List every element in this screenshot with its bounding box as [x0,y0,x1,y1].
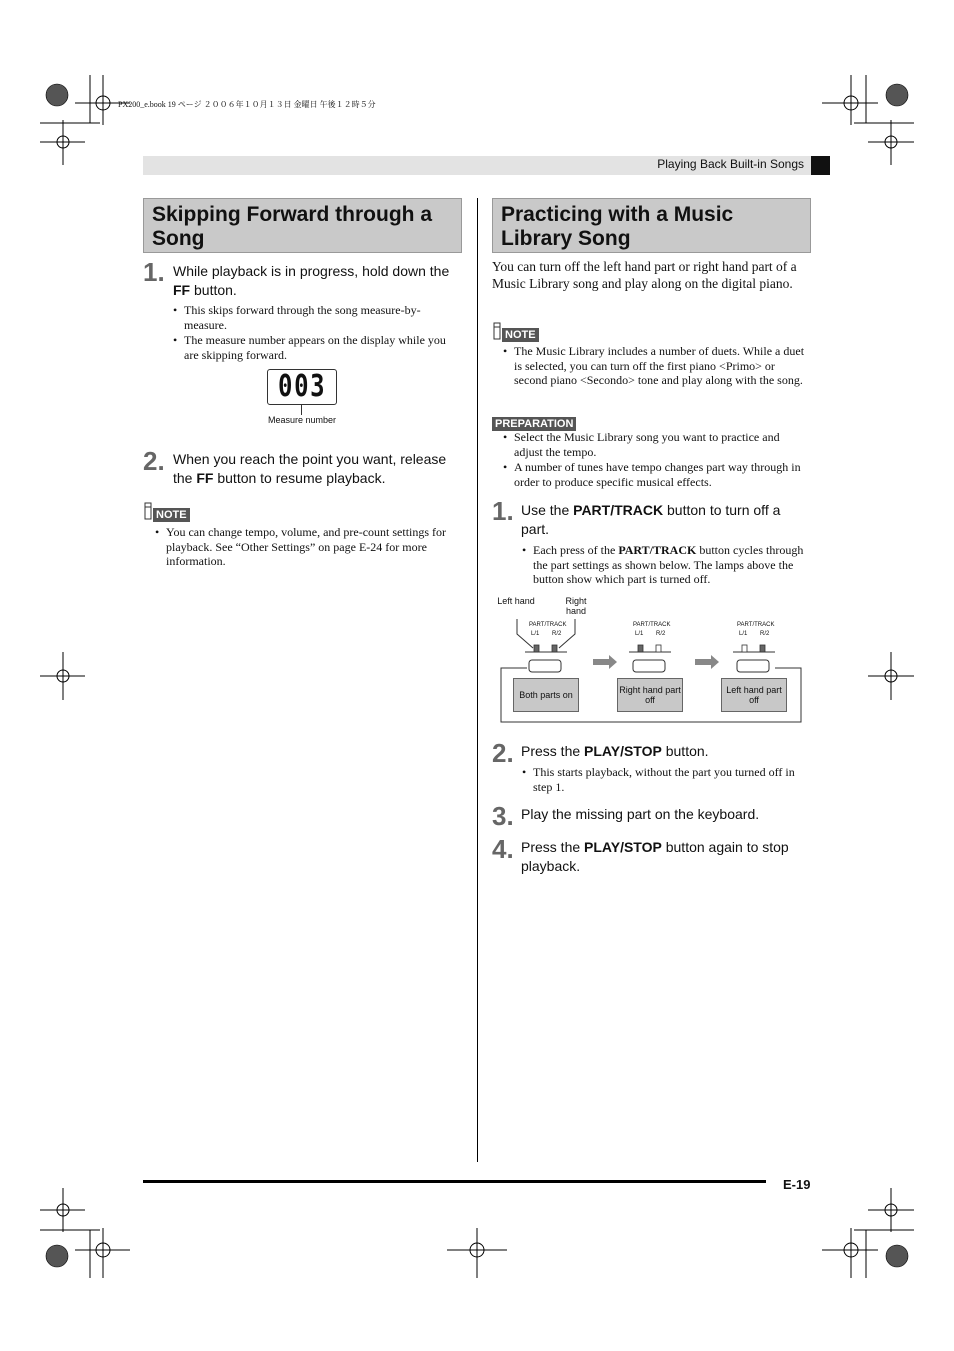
button-label-3: PART/TRACK [737,622,775,628]
running-header: Playing Back Built-in Songs [657,157,804,171]
print-info: PX200_e.book 19 ページ ２００６年１０月１３日 金曜日 午後１２時５分 [118,100,376,109]
state-right-off: Right hand part off [617,678,683,712]
preparation-bullets [503,430,811,490]
right-intro: You can turn off the left hand part or right hand part of a Music Library song and play along on the digital piano. [492,259,797,291]
left-step1-bullets [173,303,463,363]
column-divider [477,198,478,1162]
right-step3-number: 3. [492,801,514,831]
lamp-l-label: L/1 [635,631,644,637]
lamp-r-label: R/2 [656,631,666,637]
right-section-title [492,198,811,253]
lamp-r-label: R/2 [552,631,562,637]
note-pencil-icon [143,502,153,522]
right-title-line2: Library Song [501,227,631,250]
right-step2-text: Press the PLAY/STOP button. [521,743,709,759]
left-section-title [143,198,462,253]
lamp-l-label: L/1 [739,631,748,637]
header-tab [811,156,830,175]
display-value: 003 [277,369,327,404]
preparation-badge: PREPARATION [492,417,576,431]
list-item: • The Music Library includes a number of duets. While a duet is selected, you can turn off the first piano <Primo> or second piano <Secondo> tone and play along with the song. [503,344,811,388]
right-hand-label: Right hand [565,596,587,616]
right-title-line1: Practicing with a Music [501,203,734,226]
right-note-header [492,322,539,342]
button-label-1: PART/TRACK [529,622,567,628]
right-step3-text: Play the missing part on the keyboard. [521,806,760,822]
list-item: • Select the Music Library song you want to practice and adjust the tempo. [503,430,811,459]
list-item: • A number of tunes have tempo changes part way through in order to produce specific musical effects. [503,460,811,489]
list-item: • Each press of the PART/TRACK button cycles through the part settings as shown below. The lamps above the button show which part is turned off. [522,543,812,587]
right-step4-text: Press the PLAY/STOP button again to stop playback. [521,839,789,874]
note-badge: NOTE [153,508,190,522]
list-item: • This starts playback, without the part you turned off in step 1. [522,765,812,794]
note-badge: NOTE [502,328,539,342]
right-step2-number: 2. [492,738,514,768]
left-title-line1: Skipping Forward through a [152,203,432,226]
right-note-bullets [503,344,811,389]
display-caption: Measure number [267,415,337,425]
button-label-2: PART/TRACK [633,622,671,628]
state-left-off: Left hand part off [721,678,787,712]
left-hand-label: Left hand [497,596,535,606]
page-number: E-19 [783,1177,811,1192]
left-title-line2: Song [152,227,205,250]
right-step1-number: 1. [492,496,514,526]
left-note-header [143,502,190,522]
right-step4-number: 4. [492,834,514,864]
list-item: • You can change tempo, volume, and pre-count settings for playback. See “Other Settings” on page E-24 for more information. [155,525,460,569]
footer-rule [143,1180,766,1183]
left-note-bullets [155,525,460,570]
lamp-l-label: L/1 [531,631,540,637]
right-step2-bullets [522,765,812,795]
measure-display [267,369,337,405]
display-leader [301,405,302,415]
left-step1-number: 1. [143,257,165,287]
list-item: • The measure number appears on the display while you are skipping forward. [173,333,463,362]
left-step1-text: While playback is in progress, hold down the FF button. [173,263,450,298]
left-step2-number: 2. [143,446,165,476]
left-step2-text: When you reach the point you want, release the FF button to resume playback. [173,451,447,486]
lamp-r-label: R/2 [760,631,770,637]
list-item: • This skips forward through the song measure-by-measure. [173,303,463,332]
right-step1-bullets [522,543,812,588]
right-step1-text: Use the PART/TRACK button to turn off a part. [521,502,781,537]
note-pencil-icon [492,322,502,342]
state-both-on: Both parts on [513,678,579,712]
